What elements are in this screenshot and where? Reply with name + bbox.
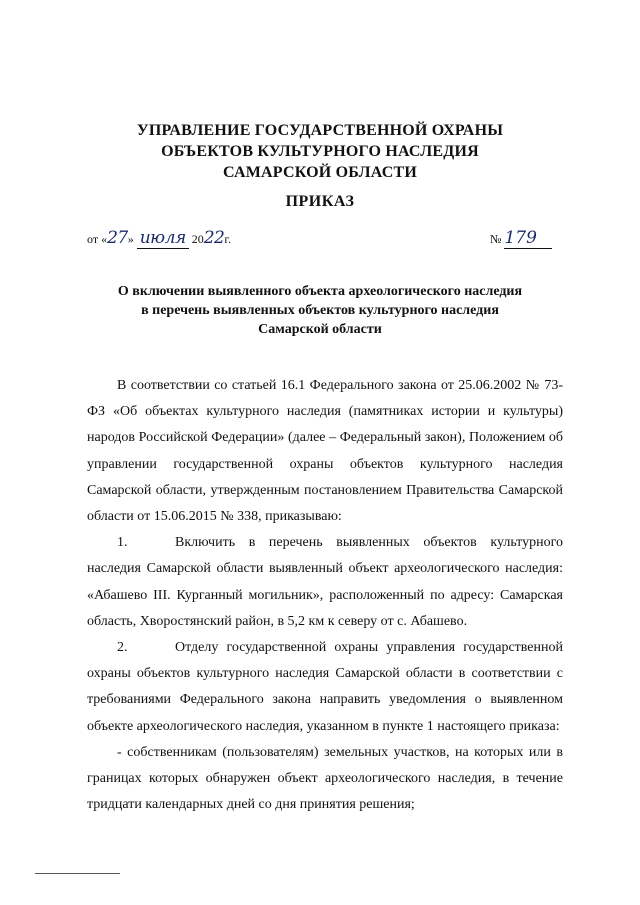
item-2-text: Отделу государственной охраны управления государственной охраны объектов культурного наследия Самарской области в соответствии с требованиями Федерального закона направить уведомления о выявленном объекте археологического наследия, указанном в пункте 1 настоящего приказа:	[87, 640, 563, 734]
date-month-handwritten: июля	[139, 228, 186, 248]
footer-divider	[35, 873, 120, 874]
agency-heading-line-3: САМАРСКОЙ ОБЛАСТИ	[223, 164, 417, 181]
order-body	[87, 373, 563, 818]
order-number-handwritten: 179	[504, 228, 552, 249]
date-prefix: от «	[87, 232, 108, 246]
dash-item-1: - собственникам (пользователям) земельных участков, на которых или в границах которых обнаружен объект археологического наследия, в течение тридцати календарных дней со дня принятия решения;	[87, 744, 563, 813]
date-year-prefix: 20	[191, 232, 204, 246]
item-2-number: 2.	[117, 640, 128, 656]
subject-line-3: Самарской области	[258, 322, 382, 337]
date-suffix: г.	[224, 232, 231, 246]
number-prefix: №	[490, 232, 502, 246]
subject-line-1: О включении выявленного объекта археологического наследия	[117, 284, 523, 299]
order-number	[490, 228, 552, 249]
item-1-number: 1.	[117, 535, 128, 551]
agency-heading-line-2: ОБЪЕКТОВ КУЛЬТУРНОГО НАСЛЕДИЯ	[161, 143, 479, 160]
date-year-handwritten: 22	[203, 228, 225, 248]
document-type-title: ПРИКАЗ	[285, 193, 355, 210]
order-subject	[90, 282, 550, 339]
date-day-handwritten: 27	[107, 228, 128, 248]
agency-heading	[90, 120, 550, 183]
item-2-paragraph	[87, 635, 563, 740]
item-1-paragraph	[87, 530, 563, 635]
agency-heading-line-1: УПРАВЛЕНИЕ ГОСУДАРСТВЕННОЙ ОХРАНЫ	[136, 122, 504, 139]
subject-line-2: в перечень выявленных объектов культурного наследия	[141, 303, 499, 318]
item-1-text: Включить в перечень выявленных объектов культурного наследия Самарской области выявленный объект археологического наследия: «Абашево III. Курганный могильник», расположенный по адресу: Самарская область, Хворостянский район, в 5,2 км к северу от с. Абашево.	[87, 535, 563, 629]
intro-paragraph: В соответствии со статьей 16.1 Федерального закона от 25.06.2002 № 73-ФЗ «Об объектах культурного наследия (памятниках истории и культуры) народов Российской Федерации» (далее – Федеральный закон), Положением об управлении государственной охраны объектов культурного наследия Самарской области, утвержденным постановлением Правительства Самарской области от 15.06.2015 № 338, приказываю:	[87, 378, 563, 525]
order-date	[87, 228, 231, 249]
date-mid: »	[127, 232, 134, 246]
